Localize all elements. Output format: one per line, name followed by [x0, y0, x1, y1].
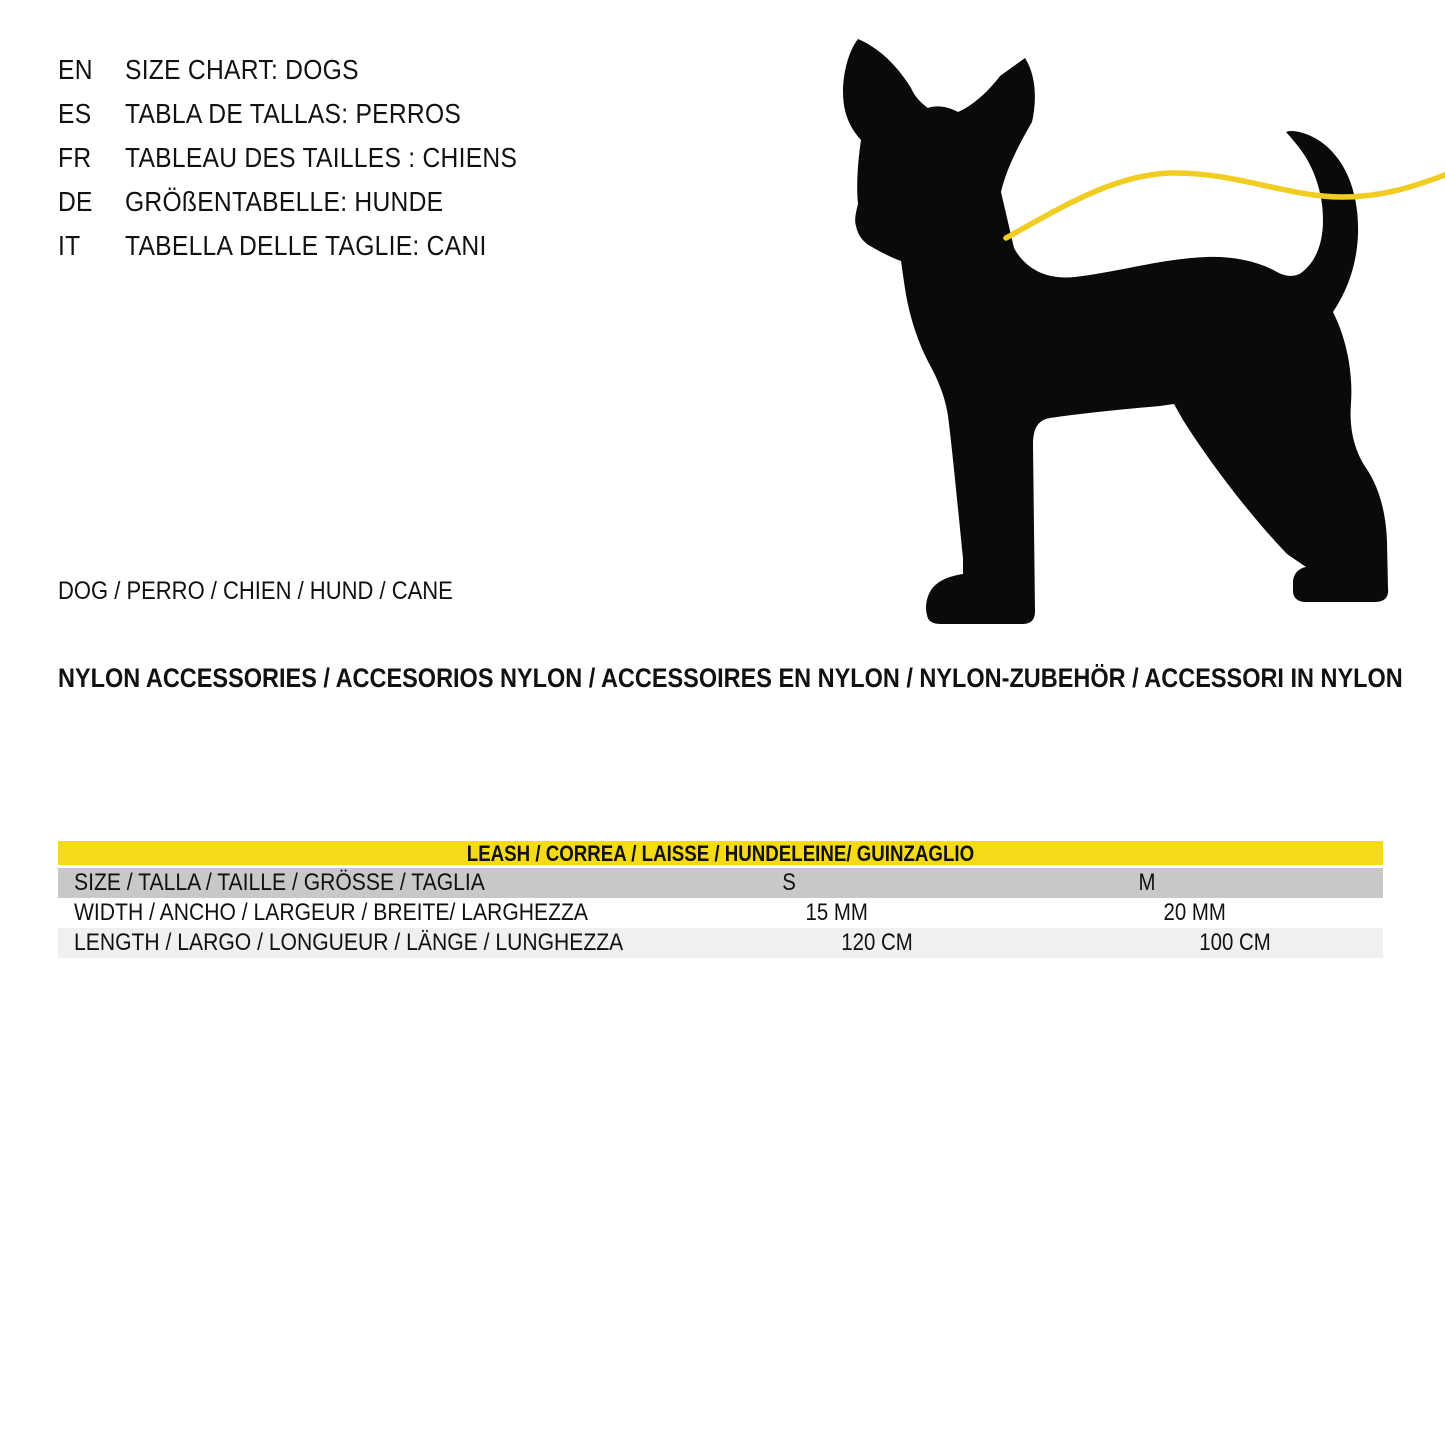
table-title: LEASH / CORREA / LAISSE / HUNDELEINE/ GUINZAGLIO	[466, 841, 975, 866]
table-row-width	[58, 898, 1383, 928]
section-title: NYLON ACCESSORIES / ACCESORIOS NYLON / ACCESSOIRES EN NYLON / NYLON-ZUBEHÖR / ACCESSORI IN NYLON	[58, 663, 1403, 693]
chihuahua-silhouette	[843, 39, 1388, 624]
lang-code: EN	[58, 54, 93, 85]
length-value-m: 100 CM	[1199, 929, 1271, 956]
lang-code: ES	[58, 98, 92, 129]
table-row-length	[58, 928, 1383, 958]
lang-label: TABLA DE TALLAS: PERROS	[125, 98, 462, 129]
table-row-size	[58, 868, 1383, 898]
length-value-s: 120 CM	[841, 929, 913, 956]
lang-code: IT	[58, 230, 81, 261]
size-value-s: S	[782, 869, 797, 896]
width-value-s: 15 MM	[805, 899, 869, 926]
width-value-m: 20 MM	[1163, 899, 1226, 926]
lang-label: SIZE CHART: DOGS	[125, 54, 359, 85]
row-label-size: SIZE / TALLA / TAILLE / GRÖSSE / TAGLIA	[74, 869, 485, 896]
table-title-bar	[58, 841, 1383, 865]
leash-curve	[1006, 173, 1445, 238]
lang-label: GRÖßENTABELLE: HUNDE	[125, 186, 444, 217]
leash-size-table	[58, 841, 1383, 958]
lang-code: DE	[58, 186, 93, 217]
row-label-length: LENGTH / LARGO / LONGUEUR / LÄNGE / LUNGHEZZA	[74, 929, 624, 956]
lang-code: FR	[58, 142, 92, 173]
lang-label: TABLEAU DES TAILLES : CHIENS	[125, 142, 518, 173]
dog-caption: DOG / PERRO / CHIEN / HUND / CANE	[58, 577, 453, 605]
row-label-width: WIDTH / ANCHO / LARGEUR / BREITE/ LARGHEZZA	[74, 899, 588, 926]
lang-label: TABELLA DELLE TAGLIE: CANI	[125, 230, 487, 261]
size-value-m: M	[1138, 869, 1156, 896]
